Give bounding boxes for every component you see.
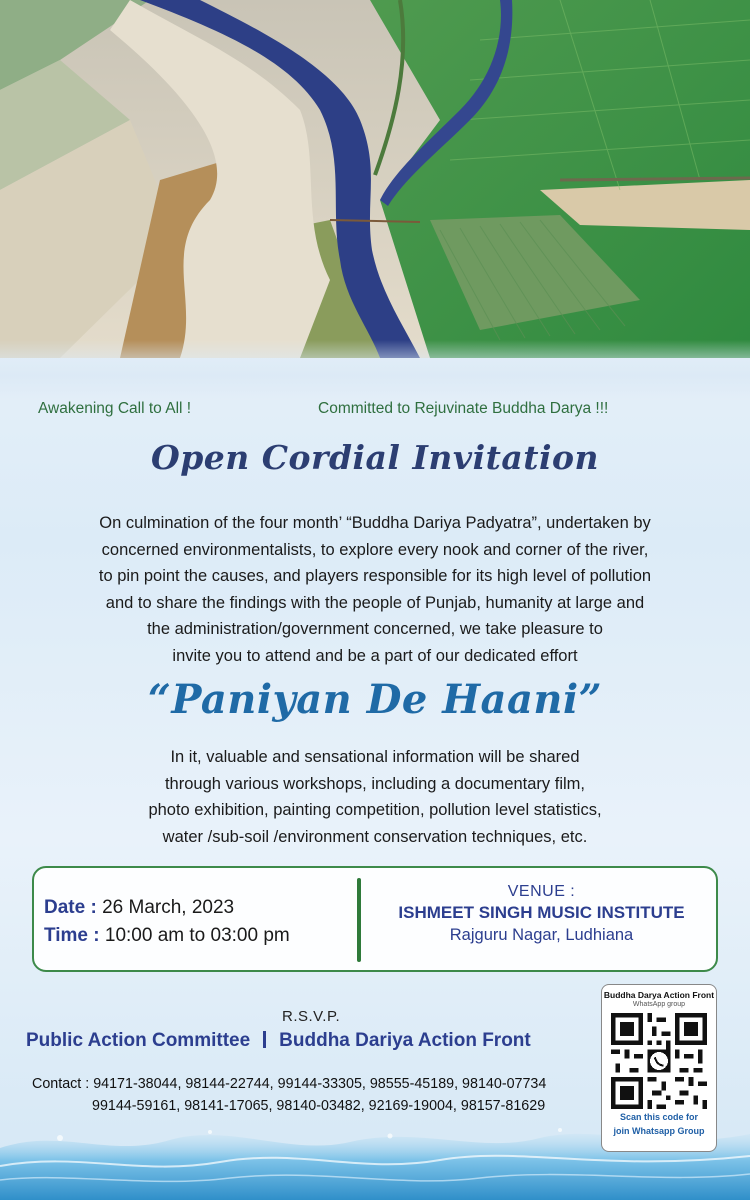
date-value: 26 March, 2023 <box>102 897 235 918</box>
info-divider <box>357 878 361 962</box>
details-line: photo exhibition, painting competition, pollution level statistics, <box>148 801 602 819</box>
qr-subtitle: WhatsApp group <box>632 1001 686 1008</box>
intro-paragraph <box>10 510 740 669</box>
taglines <box>0 400 750 424</box>
tagline-awakening: Awakening Call to All ! <box>38 400 192 417</box>
details-paragraph <box>40 744 710 850</box>
date-row <box>44 894 290 922</box>
organizer-public-action-committee: Public Action Committee <box>26 1030 251 1051</box>
qr-code-icon[interactable] <box>611 1013 707 1109</box>
event-name: “Paniyan De Haani” <box>147 676 603 723</box>
time-value: 10:00 am to 03:00 pm <box>104 925 290 946</box>
intro-line: On culmination of the four month’ “Buddha Dariya Padyatra”, undertaken by <box>99 514 651 532</box>
time-label: Time : <box>44 925 100 946</box>
details-line: through various workshops, including a documentary film, <box>164 774 586 793</box>
organizer-buddha-dariya-action-front: Buddha Dariya Action Front <box>279 1030 531 1051</box>
intro-line: concerned environmentalists, to explore every nook and corner of the river, <box>101 540 649 559</box>
venue-address: Rajguru Nagar, Ludhiana <box>449 926 634 944</box>
intro-line: invite you to attend and be a part of our dedicated effort <box>172 646 578 665</box>
venue-name: ISHMEET SINGH MUSIC INSTITUTE <box>398 903 685 922</box>
contact-numbers <box>32 1073 546 1117</box>
event-info-box <box>32 866 718 972</box>
organizers <box>26 1030 596 1052</box>
venue-block <box>369 882 714 946</box>
whatsapp-qr-card[interactable] <box>601 984 717 1152</box>
qr-caption-line: join Whatsapp Group <box>613 1126 705 1136</box>
qr-caption-line: Scan this code for <box>619 1112 699 1122</box>
date-time-block <box>44 894 290 950</box>
tagline-committed: Committed to Rejuvinate Buddha Darya !!! <box>318 400 609 417</box>
date-label: Date : <box>44 897 97 918</box>
photo-fade <box>0 340 750 400</box>
intro-line: to pin point the causes, and players responsible for its high level of pollution <box>98 567 652 585</box>
aerial-river-photo <box>0 0 750 358</box>
intro-line: the administration/government concerned, we take pleasure to <box>147 620 603 638</box>
invitation-heading: Open Cordial Invitation <box>150 438 600 477</box>
time-row <box>44 922 290 950</box>
qr-title: Buddha Darya Action Front <box>603 990 715 1000</box>
details-line: water /sub-soil /environment conservation techniques, etc. <box>162 827 588 846</box>
details-line: In it, valuable and sensational information will be shared <box>170 748 580 766</box>
contact-line: 99144-59161, 98141-17065, 98140-03482, 92169-19004, 98157-81629 <box>92 1098 546 1114</box>
intro-line: and to share the findings with the people of Punjab, humanity at large and <box>105 593 645 612</box>
venue-label: VENUE : <box>507 883 576 900</box>
organizer-separator <box>263 1031 266 1048</box>
rsvp-label: R.S.V.P. <box>282 1008 341 1025</box>
contact-line: Contact : 94171-38044, 98144-22744, 99144-33305, 98555-45189, 98140-07734 <box>32 1076 547 1092</box>
